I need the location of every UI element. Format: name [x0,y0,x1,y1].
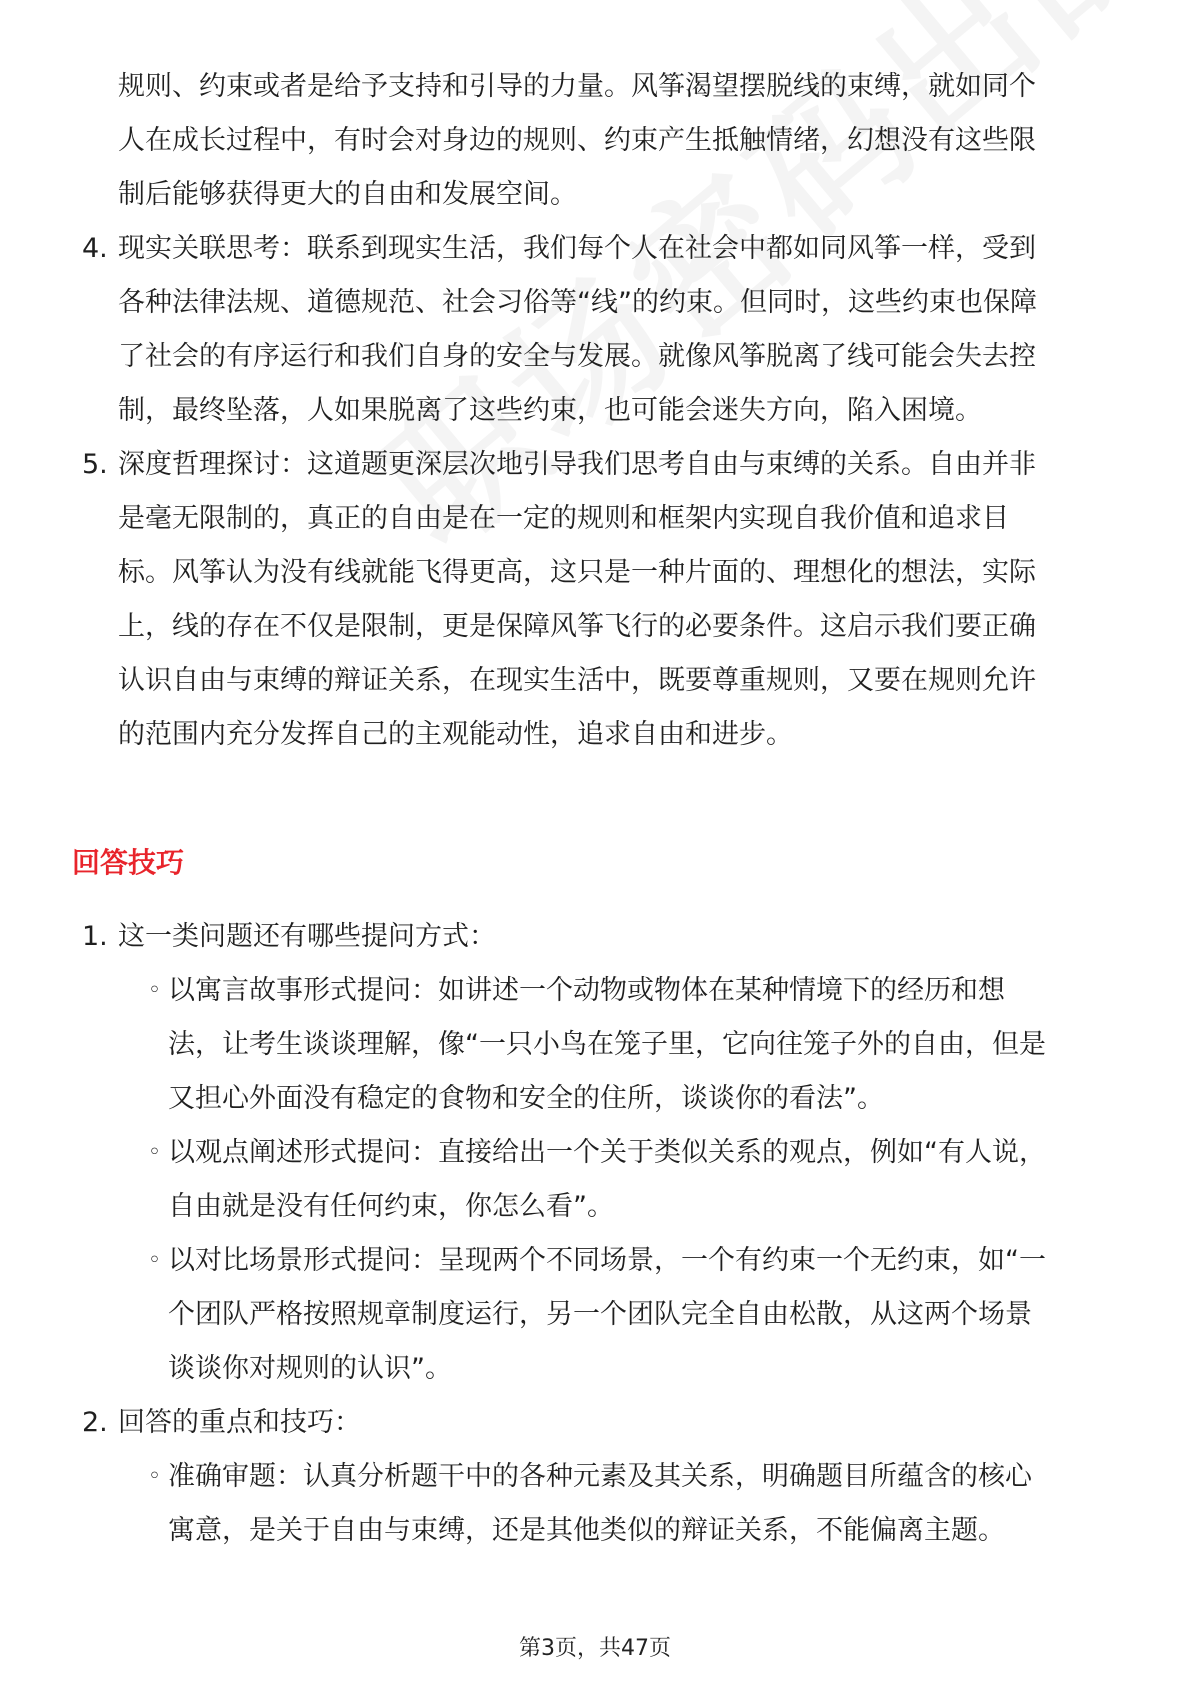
item5-line: 的范围内充分发挥自己的主观能动性，追求自由和进步。 [118,719,793,750]
bullet-icon: ◦ [148,978,161,1003]
item5-line: 标。风筝认为没有线就能飞得更高，这只是一种片面的、理想化的想法，实际 [118,557,1036,588]
item5-line: 是毫无限制的，真正的自由是在一定的规则和框架内实现自我价值和追求目 [118,503,1009,534]
section-heading: 回答技巧 [72,846,185,879]
item4-line: 制，最终坠落，人如果脱离了这些约束，也可能会迷失方向，陷入困境。 [118,395,982,426]
item4-line: 各种法律法规、道德规范、社会习俗等“线”的约束。但同时，这些约束也保障 [118,287,1037,318]
tips2-title: 回答的重点和技巧： [118,1407,361,1438]
item5-line: 深度哲理探讨：这道题更深层次地引导我们思考自由与束缚的关系。自由并非 [118,449,1036,480]
subitem-line: 法，让考生谈谈理解，像“一只小鸟在笼子里，它向往笼子外的自由，但是 [168,1029,1046,1060]
subitem-line: 以观点阐述形式提问：直接给出一个关于类似关系的观点，例如“有人说， [168,1137,1046,1168]
bullet-icon: ◦ [148,1464,161,1489]
subitem-line: 个团队严格按照规章制度运行，另一个团队完全自由松散，从这两个场景 [168,1299,1032,1330]
list-number: 4. [82,233,108,264]
subitem-line: 自由就是没有任何约束，你怎么看”。 [168,1191,614,1222]
item4-line: 现实关联思考：联系到现实生活，我们每个人在社会中都如同风筝一样，受到 [118,233,1036,264]
intro-line: 制后能够获得更大的自由和发展空间。 [118,179,577,210]
subitem-line: 以寓言故事形式提问：如讲述一个动物或物体在某种情境下的经历和想 [168,975,1005,1006]
list-number: 2. [82,1407,108,1438]
list-number: 1. [82,921,108,952]
intro-line: 人在成长过程中，有时会对身边的规则、约束产生抵触情绪，幻想没有这些限 [118,125,1036,156]
subitem-line: 以对比场景形式提问：呈现两个不同场景，一个有约束一个无约束，如“一 [168,1245,1046,1276]
subitem-line: 谈谈你对规则的认识”。 [168,1353,452,1384]
intro-line: 规则、约束或者是给予支持和引导的力量。风筝渴望摆脱线的束缚，就如同个 [118,71,1036,102]
item5-line: 认识自由与束缚的辩证关系，在现实生活中，既要尊重规则，又要在规则允许 [118,665,1036,696]
item5-line: 上，线的存在不仅是限制，更是保障风筝飞行的必要条件。这启示我们要正确 [118,611,1036,642]
subitem-line: 准确审题：认真分析题干中的各种元素及其关系，明确题目所蕴含的核心 [168,1461,1032,1492]
subitem-line: 又担心外面没有稳定的食物和安全的住所，谈谈你的看法”。 [168,1083,884,1114]
bullet-icon: ◦ [148,1140,161,1165]
subitem-line: 寓意，是关于自由与束缚，还是其他类似的辩证关系，不能偏离主题。 [168,1515,1005,1546]
item4-line: 了社会的有序运行和我们自身的安全与发展。就像风筝脱离了线可能会失去控 [118,341,1036,372]
page-footer: 第3页，共47页 [519,1636,671,1661]
list-number: 5. [82,449,108,480]
bullet-icon: ◦ [148,1248,161,1273]
tips1-title: 这一类问题还有哪些提问方式： [118,921,496,952]
